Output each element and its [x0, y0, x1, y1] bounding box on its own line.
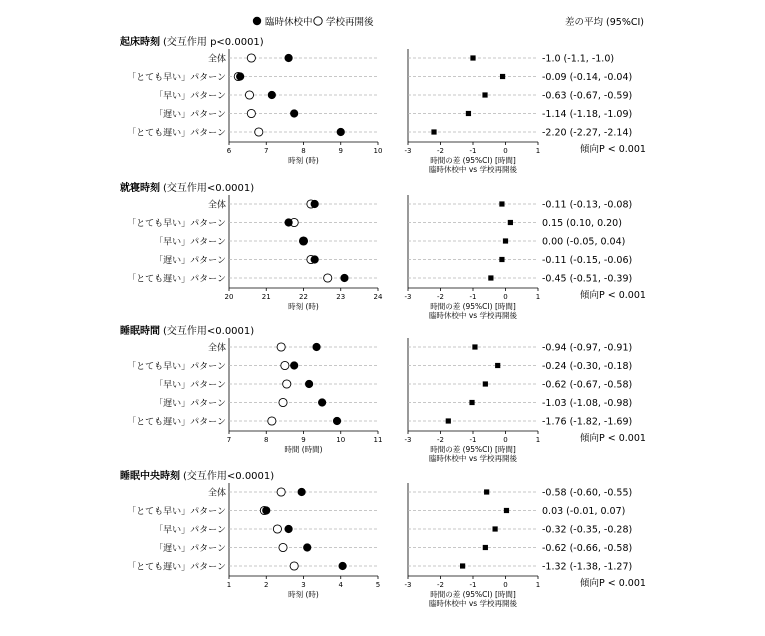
panel-title-main: 起床時刻 — [120, 37, 160, 48]
diff-marker — [483, 381, 488, 386]
category-label: 「とても遅い」パターン — [127, 562, 226, 573]
legend-after-marker — [314, 17, 322, 25]
category-label: 「とても早い」パターン — [127, 362, 226, 372]
diff-marker — [504, 508, 509, 513]
right-tick-label: -3 — [404, 147, 412, 155]
point-during — [305, 380, 313, 388]
panel-1 — [120, 35, 646, 174]
right-tick-label: 1 — [535, 436, 541, 444]
diff-marker — [484, 489, 489, 494]
right-tick-label: 1 — [535, 581, 541, 589]
point-after — [247, 54, 255, 62]
point-after — [273, 525, 281, 533]
point-after — [277, 488, 285, 496]
right-x-axis-sublabel: 臨時休校中 vs 学校再開後 — [428, 311, 518, 320]
left-tick-label: 7 — [226, 436, 232, 444]
point-during — [236, 72, 244, 80]
category-label: 全体 — [207, 200, 226, 211]
diff-ci-value: -2.20 (-2.27, -2.14) — [542, 127, 633, 139]
category-label: 「遅い」パターン — [154, 399, 226, 409]
right-tick-label: -2 — [437, 581, 444, 589]
diff-ci-value: -1.32 (-1.38, -1.27) — [542, 561, 633, 573]
diff-marker — [470, 55, 475, 60]
diff-ci-value: -0.94 (-0.97, -0.91) — [542, 342, 633, 354]
diff-marker — [508, 220, 513, 225]
right-tick-label: -1 — [469, 436, 477, 444]
left-tick-label: 11 — [373, 436, 383, 444]
point-during — [285, 525, 293, 533]
panel-title-interaction: (交互作用<0.0001) — [163, 183, 255, 194]
diff-marker — [446, 418, 451, 423]
panel-title-interaction: (交互作用 p<0.0001) — [163, 37, 264, 48]
left-tick-label: 8 — [301, 147, 306, 155]
left-tick-label: 6 — [226, 147, 232, 155]
right-tick-label: -3 — [404, 436, 412, 444]
diff-ci-value: -0.62 (-0.66, -0.58) — [542, 543, 633, 554]
panel-title — [120, 469, 274, 482]
point-during — [285, 54, 293, 62]
left-tick-label: 9 — [301, 436, 306, 444]
right-tick-label: 0 — [503, 293, 508, 301]
category-label: 「遅い」パターン — [154, 256, 226, 266]
left-tick-label: 4 — [338, 581, 343, 589]
left-tick-label: 7 — [264, 147, 269, 155]
point-during — [339, 562, 347, 570]
point-after — [268, 417, 276, 425]
diff-marker — [466, 111, 471, 116]
left-tick-label: 20 — [224, 293, 234, 301]
category-label: 全体 — [207, 343, 226, 354]
category-label: 「早い」パターン — [154, 525, 226, 536]
diff-ci-value: -1.76 (-1.82, -1.69) — [542, 416, 633, 428]
panels — [120, 35, 646, 608]
left-tick-label: 9 — [338, 147, 343, 155]
category-label: 「早い」パターン — [154, 380, 226, 391]
point-during — [299, 237, 307, 245]
point-after — [290, 562, 298, 570]
panel-title-main: 睡眠時間 — [120, 326, 160, 337]
diff-marker — [493, 526, 498, 531]
left-tick-label: 8 — [264, 436, 269, 444]
right-x-axis-label: 時間の差 (95%CI) [時間] — [430, 445, 516, 454]
category-label: 全体 — [207, 488, 226, 499]
left-tick-label: 21 — [261, 293, 271, 301]
diff-marker — [460, 563, 465, 568]
right-tick-label: -3 — [404, 293, 412, 301]
diff-ci-value: -0.24 (-0.30, -0.18) — [542, 361, 633, 372]
point-after — [245, 91, 253, 99]
diff-marker — [499, 201, 504, 206]
trend-p-value: 傾向P < 0.001 — [580, 433, 646, 444]
point-during — [262, 506, 270, 514]
diff-ci-value: -0.45 (-0.51, -0.39) — [542, 273, 633, 285]
panel-4 — [120, 469, 646, 608]
right-tick-label: -2 — [437, 147, 444, 155]
diff-ci-value: -0.09 (-0.14, -0.04) — [542, 72, 633, 83]
legend — [253, 16, 644, 28]
right-tick-label: -1 — [469, 147, 477, 155]
diff-marker — [500, 74, 505, 79]
point-during — [268, 91, 276, 99]
diff-ci-value: -1.03 (-1.08, -0.98) — [542, 398, 633, 409]
point-during — [337, 128, 345, 136]
left-tick-label: 23 — [336, 293, 346, 301]
diff-ci-value: -0.58 (-0.60, -0.55) — [542, 487, 633, 499]
panel-2 — [120, 181, 646, 320]
diff-marker — [469, 400, 474, 405]
diff-marker — [483, 545, 488, 550]
category-label: 「とても早い」パターン — [127, 507, 226, 517]
diff-marker — [472, 344, 477, 349]
diff-ci-value: -0.32 (-0.35, -0.28) — [542, 524, 633, 536]
point-during — [298, 488, 306, 496]
right-x-axis-sublabel: 臨時休校中 vs 学校再開後 — [428, 454, 518, 463]
legend-during-label: 臨時休校中 — [265, 17, 313, 28]
point-after — [279, 543, 287, 551]
category-label: 「とても早い」パターン — [127, 73, 226, 83]
left-tick-label: 5 — [375, 581, 381, 589]
right-x-axis-label: 時間の差 (95%CI) [時間] — [430, 302, 516, 311]
panel-title-interaction: (交互作用<0.0001) — [163, 326, 255, 337]
category-label: 「遅い」パターン — [154, 544, 226, 554]
diff-ci-value: -0.11 (-0.13, -0.08) — [542, 199, 633, 211]
category-label: 「とても遅い」パターン — [127, 417, 226, 428]
right-x-axis-label: 時間の差 (95%CI) [時間] — [430, 590, 516, 599]
right-tick-label: 0 — [503, 147, 508, 155]
point-during — [290, 109, 298, 117]
point-during — [290, 361, 298, 369]
left-x-axis-label: 時間 (時間) — [284, 445, 323, 454]
left-tick-label: 22 — [299, 293, 308, 301]
trend-p-value: 傾向P < 0.001 — [580, 144, 646, 155]
right-tick-label: -3 — [404, 581, 412, 589]
category-label: 「早い」パターン — [154, 91, 226, 102]
panel-title-main: 睡眠中央時刻 — [120, 471, 180, 482]
category-label: 「遅い」パターン — [154, 110, 226, 120]
point-after — [283, 380, 291, 388]
diff-ci-value: 0.15 (0.10, 0.20) — [542, 218, 622, 229]
diff-column-header: 差の平均 (95%CI) — [565, 17, 644, 28]
right-x-axis-label: 時間の差 (95%CI) [時間] — [430, 156, 516, 165]
left-x-axis-label: 時刻 (時) — [288, 302, 319, 311]
diff-ci-value: -0.63 (-0.67, -0.59) — [542, 90, 633, 102]
left-x-axis-label: 時刻 (時) — [288, 590, 319, 599]
diff-ci-value: -0.11 (-0.15, -0.06) — [542, 255, 633, 266]
right-tick-label: -2 — [437, 293, 444, 301]
point-during — [340, 274, 348, 282]
panel-title-main: 就寝時刻 — [120, 183, 160, 194]
left-x-axis-label: 時刻 (時) — [288, 156, 319, 165]
legend-during-marker — [253, 17, 261, 25]
point-during — [311, 255, 319, 263]
diff-marker — [495, 363, 500, 368]
diff-marker — [503, 238, 508, 243]
left-tick-label: 3 — [301, 581, 306, 589]
diff-marker — [488, 275, 493, 280]
point-during — [333, 417, 341, 425]
diff-marker — [499, 257, 504, 262]
panel-title-interaction: (交互作用<0.0001) — [183, 471, 275, 482]
right-x-axis-sublabel: 臨時休校中 vs 学校再開後 — [428, 599, 518, 608]
point-during — [303, 543, 311, 551]
panel-title — [120, 35, 264, 48]
right-tick-label: 0 — [503, 581, 508, 589]
legend-after-label: 学校再開後 — [326, 17, 374, 28]
right-tick-label: 0 — [503, 436, 508, 444]
left-tick-label: 24 — [373, 293, 383, 301]
point-during — [311, 200, 319, 208]
left-tick-label: 1 — [226, 581, 232, 589]
point-during — [285, 218, 293, 226]
panel-title — [120, 181, 254, 194]
diff-ci-value: -0.62 (-0.67, -0.58) — [542, 379, 633, 391]
point-after — [324, 274, 332, 282]
diff-marker — [431, 129, 436, 134]
category-label: 全体 — [207, 54, 226, 65]
right-tick-label: -1 — [469, 293, 477, 301]
right-x-axis-sublabel: 臨時休校中 vs 学校再開後 — [428, 165, 518, 174]
point-after — [279, 398, 287, 406]
right-tick-label: 1 — [535, 147, 541, 155]
trend-p-value: 傾向P < 0.001 — [580, 578, 646, 589]
point-during — [318, 398, 326, 406]
point-after — [247, 109, 255, 117]
diff-marker — [482, 92, 487, 97]
panel-3 — [120, 324, 646, 463]
point-after — [277, 343, 285, 351]
right-tick-label: 1 — [535, 293, 541, 301]
category-label: 「とても遅い」パターン — [127, 128, 226, 139]
diff-ci-value: -1.14 (-1.18, -1.09) — [542, 109, 633, 120]
point-after — [255, 128, 263, 136]
trend-p-value: 傾向P < 0.001 — [580, 290, 646, 301]
left-tick-label: 10 — [373, 147, 383, 155]
point-after — [281, 361, 289, 369]
left-tick-label: 2 — [264, 581, 269, 589]
panel-title — [120, 324, 254, 337]
left-tick-label: 10 — [336, 436, 346, 444]
right-tick-label: -2 — [437, 436, 444, 444]
category-label: 「早い」パターン — [154, 237, 226, 248]
category-label: 「とても遅い」パターン — [127, 274, 226, 285]
category-label: 「とても早い」パターン — [127, 219, 226, 229]
diff-ci-value: 0.03 (-0.01, 0.07) — [542, 506, 626, 517]
right-tick-label: -1 — [469, 581, 477, 589]
point-during — [312, 343, 320, 351]
diff-ci-value: -1.0 (-1.1, -1.0) — [542, 53, 615, 65]
diff-ci-value: 0.00 (-0.05, 0.04) — [542, 236, 626, 248]
